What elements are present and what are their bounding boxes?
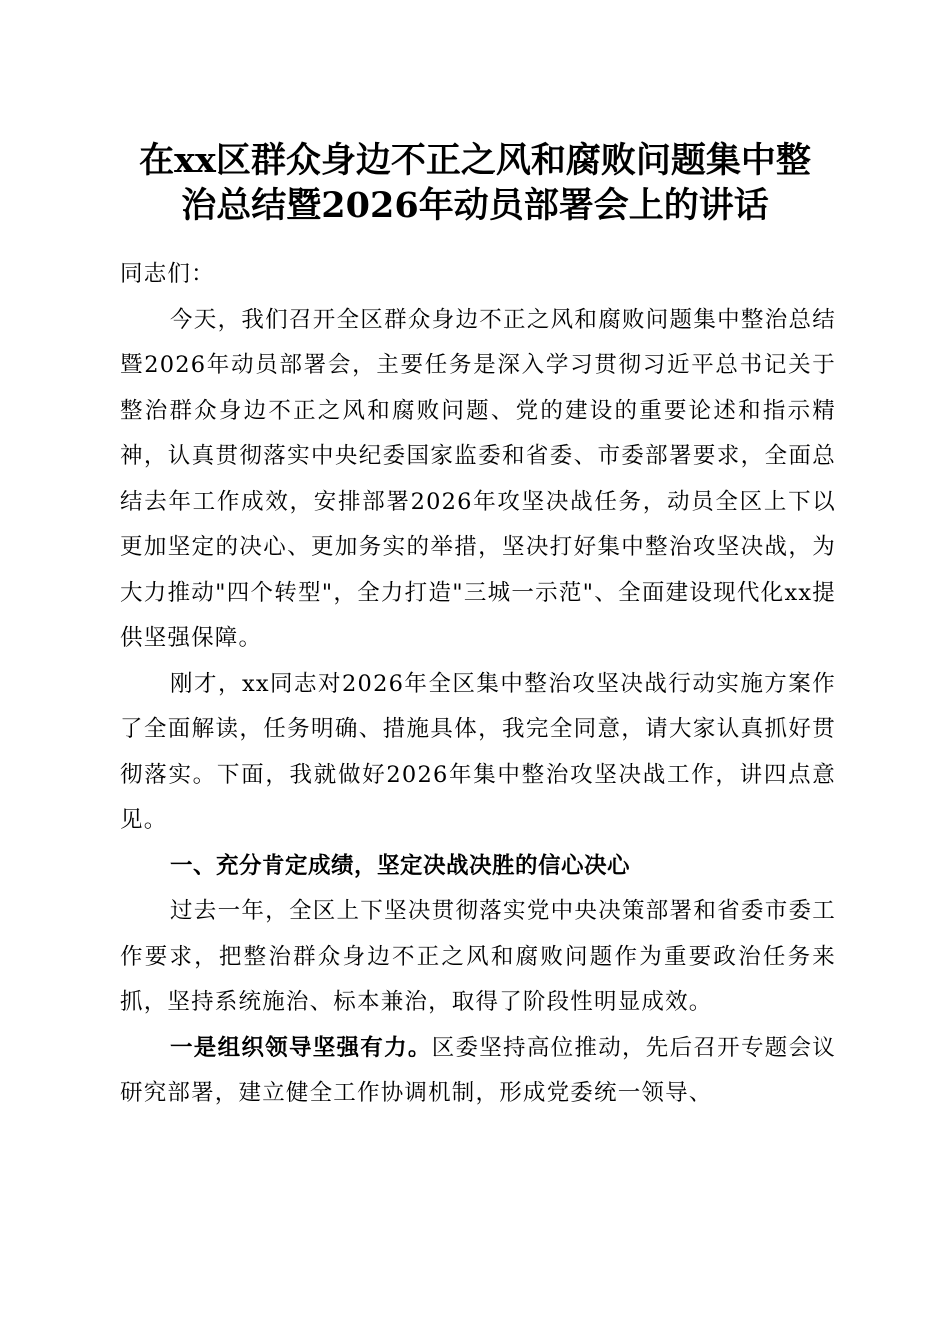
paragraph-achievements: 过去一年，全区上下坚决贯彻落实党中央决策部署和省委市委工作要求，把整治群众身边不正之风和腐败问题作为重要政治任务来抓，坚持系统施治、标本兼治，取得了阶段性明显成效。 — [120, 898, 836, 1015]
salutation: 同志们： — [120, 261, 215, 287]
point-1-lead: 一是组织领导坚强有力。 — [170, 1034, 432, 1061]
paragraph-opening: 今天，我们召开全区群众身边不正之风和腐败问题集中整治总结暨2026年动员部署会，主要任务是深入学习贯彻习近平总书记关于整治群众身边不正之风和腐败问题、党的建设的重要论述和指示精神，认真贯彻落实中央纪委国家监委和省委、市委部署要求，全面总结去年工作成效，安排部署2026年攻坚决战任务，动员全区上下以更加坚定的决心、更加务实的举措，坚决打好集中整治攻坚决战，为大力推动"四个转型"，全力打造"三城一示范"、全面建设现代化xx提供坚强保障。 — [120, 306, 836, 651]
paragraph-context: 刚才，xx同志对2026年全区集中整治攻坚决战行动实施方案作了全面解读，任务明确、措施具体，我完全同意，请大家认真抓好贯彻落实。下面，我就做好2026年集中整治攻坚决战工作，讲四点意见。 — [120, 670, 836, 833]
document-title-line-1: 在xx区群众身边不正之风和腐败问题集中整 — [139, 140, 811, 181]
point-1-text: 区委坚持高位推动，先后召开专题会议研究部署，建立健全工作协调机制，形成党委统一领导、 — [120, 1034, 837, 1106]
section-heading-1: 一、充分肯定成绩，坚定决战决胜的信心决心 — [170, 852, 631, 879]
paragraph-point-1 — [120, 1026, 836, 1117]
document-title-line-2: 治总结暨2026年动员部署会上的讲话 — [181, 185, 769, 226]
document-body — [120, 252, 836, 1117]
